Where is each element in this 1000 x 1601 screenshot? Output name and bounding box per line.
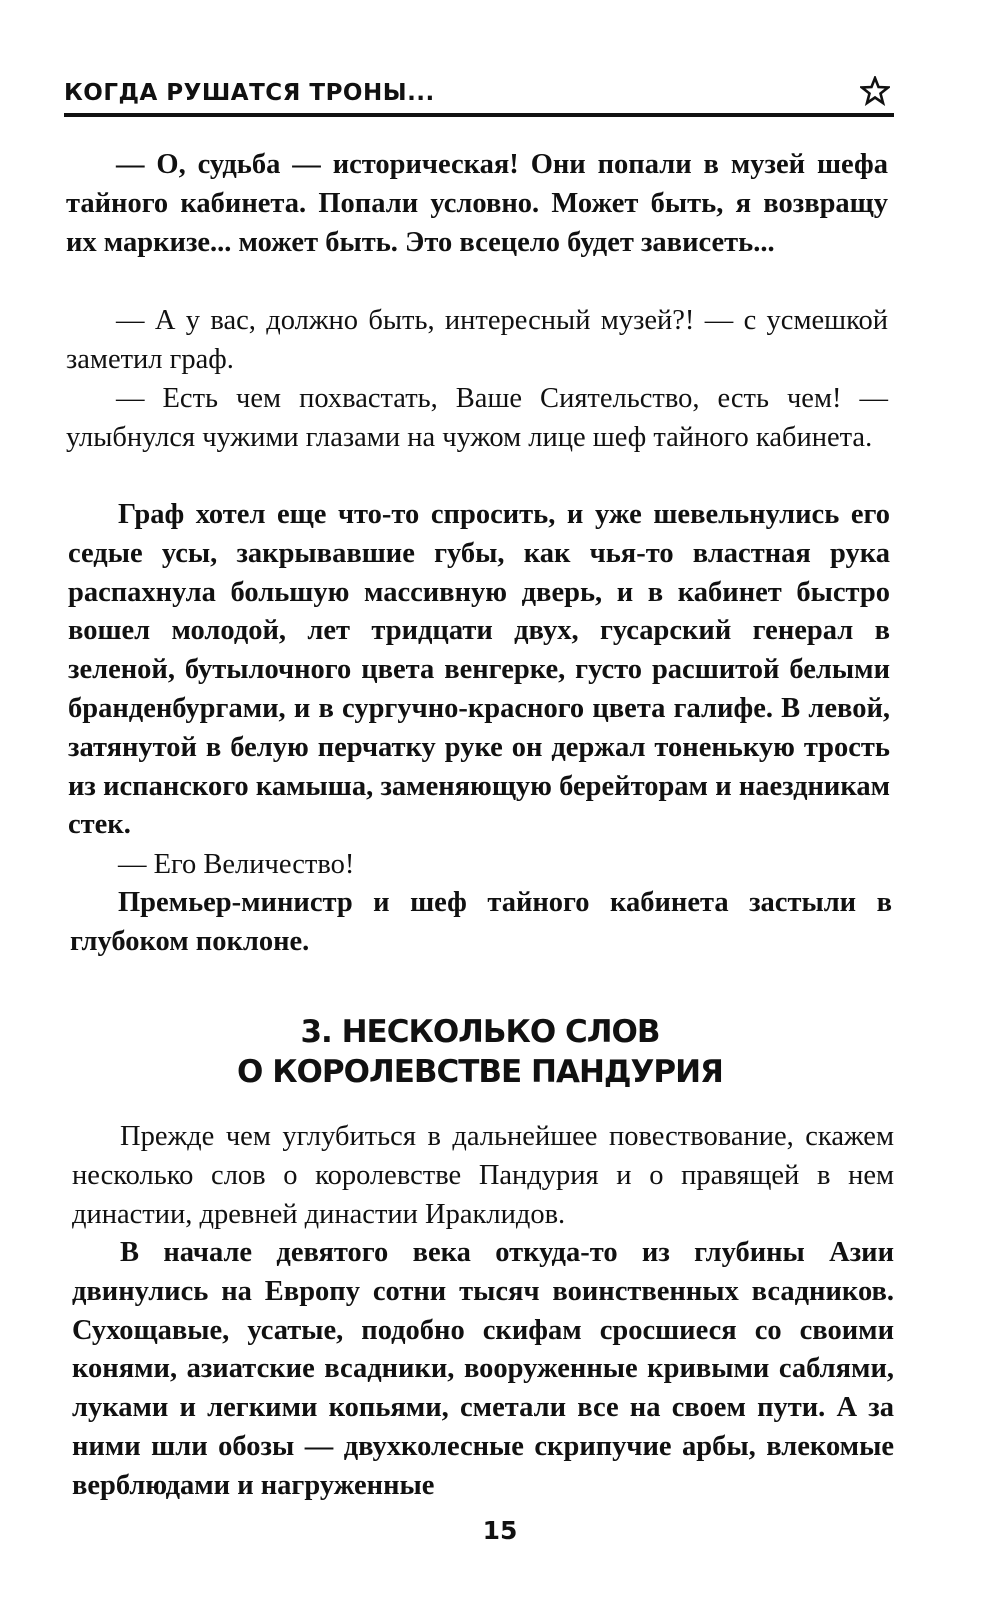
paragraph-1: — О, судьба — историческая! Они попали в музей шефа тайного кабинета. Попали условно. Может быть, я возвращу их маркизе... может быть. Это всецело будет зависеть... xyxy=(66,149,888,258)
running-head xyxy=(64,78,894,118)
page-number: 15 xyxy=(482,1516,518,1545)
paragraph-6: Премьер-министр и шеф тайного кабинета застыли в глубоком поклоне. xyxy=(70,887,892,957)
chapter-paragraph-2: В начале девятого века откуда-то из глубины Азии двинулись на Европу сотни тысяч воинственных всадников. Сухощавые, усатые, подобно скифам сросшиеся со своими конями, азиатские всадники, вооруженные кривыми саблями, луками и легкими копьями, сметали все на своем пути. А за ними шли обозы — двухколесные скрипучие арбы, влекомые верблюдами и нагруженные xyxy=(72,1237,894,1501)
paragraph-3: — Есть чем похвастать, Ваше Сиятельство, есть чем! — улыбнулся чужими глазами на чужом лице шеф тайного кабинета. xyxy=(66,383,888,453)
chapter-title-line1: 3. НЕСКОЛЬКО СЛОВ xyxy=(300,1014,660,1050)
paragraph-2: — А у вас, должно быть, интересный музей?! — с усмешкой заметил граф. xyxy=(66,305,888,375)
header-rule xyxy=(64,113,894,117)
chapter-paragraph-1: Прежде чем углубиться в дальнейшее повествование, скажем несколько слов о королевстве Пандурия и о правящей в нем династии, древней династии Ираклидов. xyxy=(72,1121,894,1230)
paragraph-5: — Его Величество! xyxy=(118,849,355,880)
star-icon xyxy=(860,76,890,106)
paragraph-4: Граф хотел еще что-то спросить, и уже шевельнулись его седые усы, закрывавшие губы, как чья-то властная рука распахнула большую массивную дверь, и в кабинет быстро вошел молодой, лет тридцати двух, гусарский генерал в зеленой, бутылочного цвета венгерке, густо расшитой белыми бранденбургами, и в сургучно-красного цвета галифе. В левой, затянутой в белую перчатку руке он держал тоненькую трость из испанского камыша, заменяющую берейторам и наездникам стек. xyxy=(68,499,890,841)
running-title: КОГДА РУШАТСЯ ТРОНЫ... xyxy=(64,80,435,106)
chapter-title-line2: О КОРОЛЕВСТВЕ ПАНДУРИЯ xyxy=(237,1054,723,1090)
